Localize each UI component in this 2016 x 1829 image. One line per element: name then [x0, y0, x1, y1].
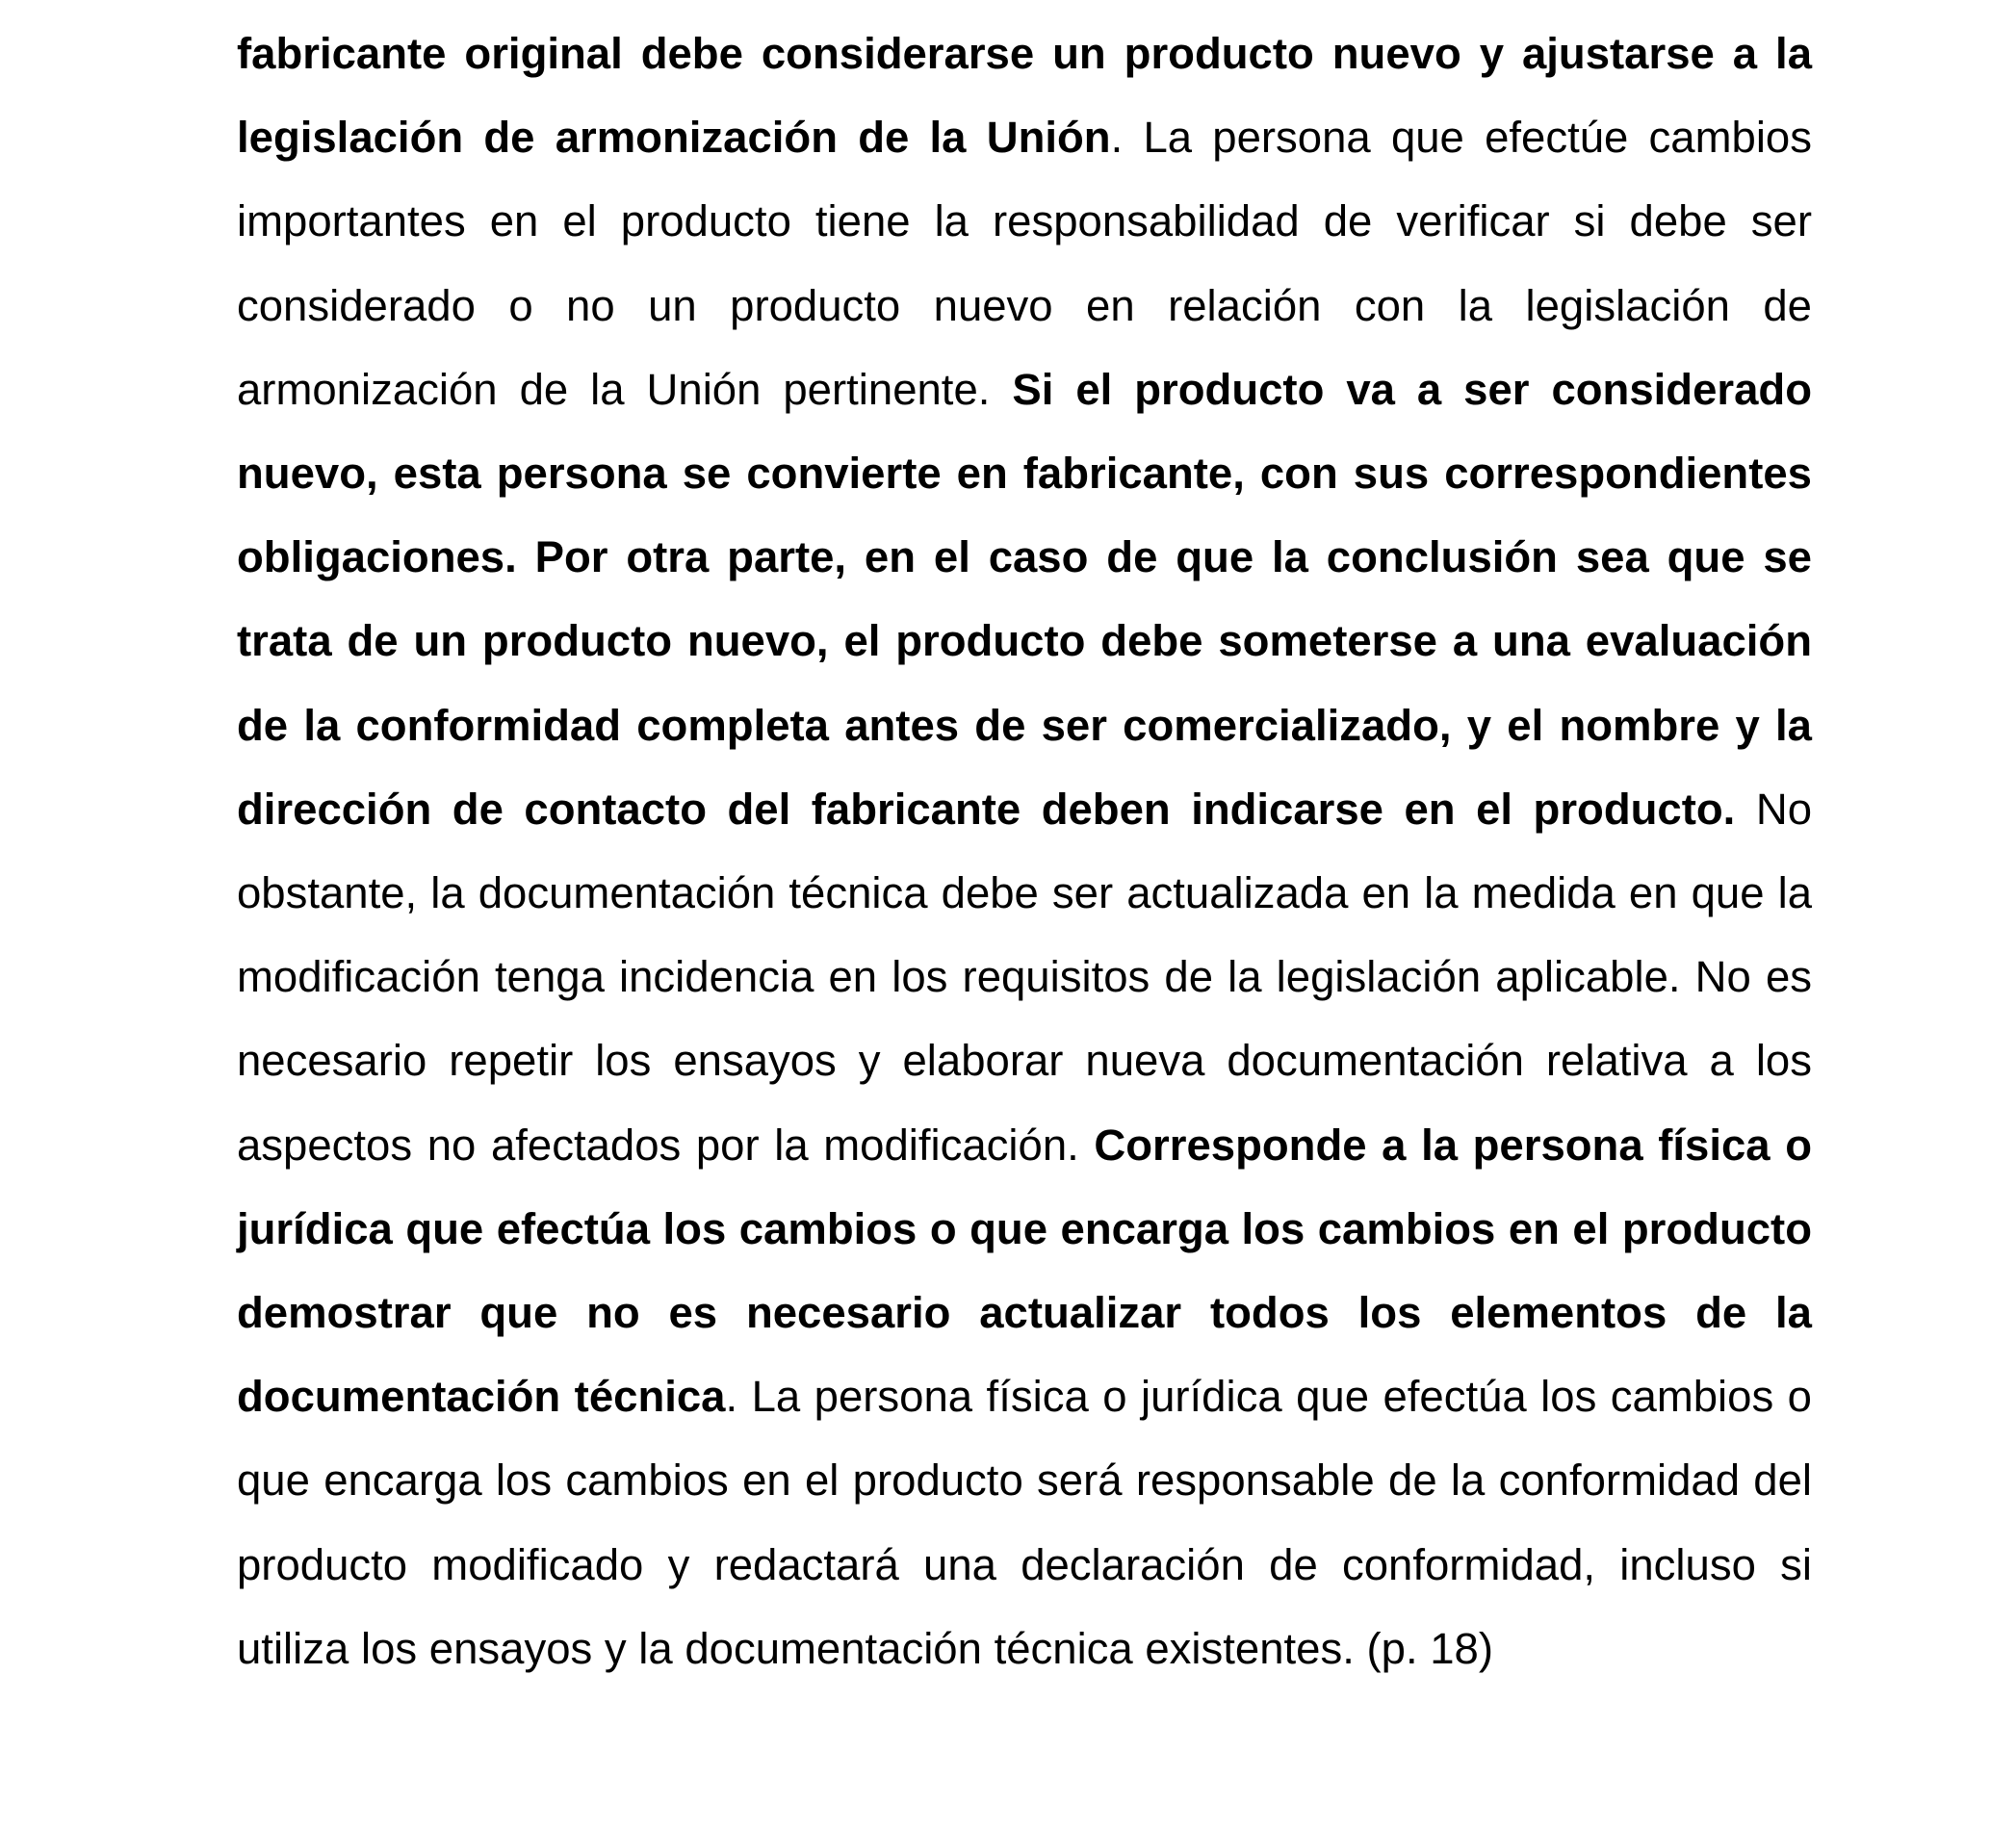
- body-paragraph: [237, 12, 1812, 1690]
- bold-segment: fabricante original debe considerarse un producto nuevo y ajustarse a la legislación de armonización de la Unión: [237, 29, 1812, 163]
- regular-segment: . La persona física o jurídica que efectúa los cambios o que encarga los cambios en el producto será responsable de la conformidad del producto modificado y redactará una declaración de conformidad, incluso si utiliza los ensayos y la documentación técnica existentes. (p. 18): [237, 1372, 1812, 1673]
- regular-segment: . La persona que efectúe cambios importantes en el producto tiene la responsabilidad de verificar si debe ser considerado o no un producto nuevo en relación con la legislación de armonización de la Unión pertinente.: [237, 113, 1812, 414]
- regular-segment: No obstante, la documentación técnica debe ser actualizada en la medida en que la modificación tenga incidencia en los requisitos de la legislación aplicable. No es necesario repetir los ensayos y elaborar nueva documentación relativa a los aspectos no afectados por la modificación.: [237, 784, 1812, 1170]
- bold-segment: Si el producto va a ser considerado nuevo, esta persona se convierte en fabricante, con sus correspondientes obligaciones. Por otra parte, en el caso de que la conclusión sea que se trata de un producto nuevo, el producto debe someterse a una evaluación de la conformidad completa antes de ser comercializado, y el nombre y la dirección de contacto del fabricante deben indicarse en el producto.: [237, 364, 1812, 834]
- document-page: [237, 12, 1812, 1690]
- bold-segment: Corresponde a la persona física o jurídica que efectúa los cambios o que encarga los cambios en el producto demostrar que no es necesario actualizar todos los elementos de la documentación técnica: [237, 1120, 1812, 1422]
